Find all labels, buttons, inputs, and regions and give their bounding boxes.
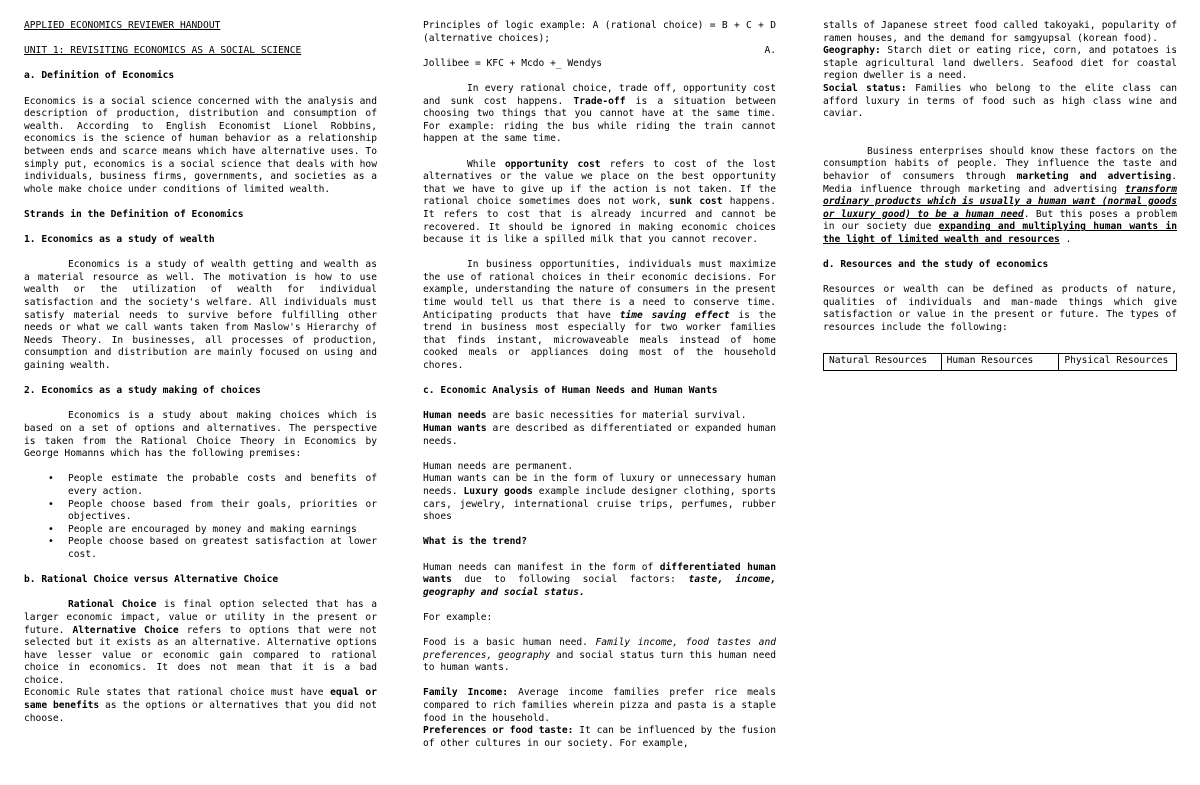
- unit-title: UNIT 1: REVISITING ECONOMICS AS A SOCIAL SCIENCE: [24, 45, 302, 57]
- business-enterprise-paragraph: [823, 146, 1177, 247]
- text-run: . Media influence through marketing and advertising: [823, 170, 1177, 195]
- rational-choice-term: Rational Choice: [68, 599, 157, 611]
- manifest-paragraph: [423, 562, 776, 600]
- text-run: .: [1059, 233, 1072, 245]
- time-saving-term: time saving effect: [619, 309, 730, 321]
- text-run: Business enterprises should know these factors on the consumption habits of people. They influence the taste and behavior of consumers through: [823, 145, 1177, 182]
- text-run: is a situation between choosing two things that you cannot have at the same time. For example: riding the bus while riding the train cannot happen at the same time.: [423, 95, 776, 145]
- transform-highlight: transform ordinary products which is usually a human want (normal goods or luxury good) to be a human need: [823, 183, 1177, 220]
- text-run: Food is a basic human need.: [423, 637, 596, 649]
- luxury-paragraph: [423, 473, 776, 523]
- logic-example-line: Principles of logic example: A (rational choice) = B + C + D (alternative choices);: [423, 20, 776, 44]
- social-status-paragraph: [823, 83, 1177, 121]
- table-row: [824, 354, 1177, 371]
- text-run: Families who belong to the elite class can afford luxury in terms of food such as high class wine and caviar.: [823, 82, 1177, 120]
- text-run: Average income families prefer rice meals compared to rich families wherein pizza and pasta is a staple food in the household.: [423, 687, 776, 724]
- text-run: Human needs can manifest in the form of: [423, 561, 660, 573]
- section-b-heading: b. Rational Choice versus Alternative Choice: [24, 574, 279, 586]
- economic-rule-paragraph: [24, 687, 377, 725]
- text-run: is the trend in business most especially for two worker families that finds instant, microwaveable meals instead of home cooked meals or appliances doing most of the household chores.: [423, 309, 776, 372]
- text-run: due to following social factors:: [451, 574, 689, 586]
- text-run: is final option selected that has a larger economic impact, value or utility in the present or future.: [24, 599, 378, 636]
- family-income-term: Family Income:: [423, 687, 509, 699]
- table-cell: Human Resources: [941, 354, 1059, 371]
- equal-benefits-term: equal or same benefits: [24, 687, 377, 712]
- text-run: happens. It refers to cost that is already incurred and cannot be recovered. It should be ignored in making economic choices because it is like a spilled milk that you cannot recover.: [423, 196, 776, 246]
- table-cell: Natural Resources: [824, 354, 942, 371]
- text-run: It can be influenced by the fusion of other cultures in our society. For example,: [423, 725, 776, 749]
- social-factors-list: taste, income, geography and social status.: [423, 574, 776, 598]
- text-run: refers to cost of the lost alternatives or the value we place on the best opportunity that we have to give up if the action is not taken. If the rational choice sometimes does not work,: [423, 158, 777, 208]
- text-run: example include designer clothing, sports cars, jewelry, international cruise trips, perfumes, rubber shoes: [423, 485, 776, 523]
- column-3: [823, 20, 1177, 371]
- section-a-heading: a. Definition of Economics: [24, 70, 175, 82]
- strand-1-paragraph: Economics is a study of wealth getting and wealth as a material resource as well. The motivation is how to use wealth or the utilization of wealth for individual satisfaction and the society's welfare. All individuals must satisfy material needs to survive before fulfilling other needs or what we call wants taken from Maslow's Hierarchy of Needs Theory. In businesses, all processes of production, consumption and distribution are mainly focused on using and gaining wealth.: [24, 259, 377, 372]
- needs-permanent-line: Human needs are permanent.: [423, 460, 574, 472]
- section-c-heading: c. Economic Analysis of Human Needs and Human Wants: [423, 385, 718, 397]
- family-income-paragraph: [423, 687, 776, 725]
- strand-1-heading: 1. Economics as a study of wealth: [24, 234, 215, 246]
- preferences-paragraph: [423, 725, 776, 750]
- text-run: and social status turn this human need to human wants.: [423, 649, 776, 674]
- resources-paragraph: Resources or wealth can be defined as products of nature, qualities of individuals and man-made things which give satisfaction or value in the present or future. The types of resources include the following:: [823, 284, 1177, 334]
- business-paragraph: [423, 259, 776, 372]
- luxury-goods-term: Luxury goods: [463, 485, 533, 497]
- geography-term: Geography:: [823, 45, 881, 57]
- section-d-heading: d. Resources and the study of economics: [823, 259, 1049, 271]
- strand-2-paragraph: Economics is a study about making choices which is based on a set of options and alternatives. The perspective is taken from the Rational Choice Theory in Economics by George Homanns which has the following premises:: [24, 410, 377, 460]
- trade-off-paragraph: [423, 83, 776, 146]
- logic-example-a: A.: [764, 45, 776, 57]
- for-example-line: For example:: [423, 611, 493, 623]
- rational-choice-paragraph: [24, 599, 377, 687]
- text-run: Starch diet or eating rice, corn, and potatoes is staple agricultural land dwellers. Seafood diet for coastal region dweller is a need.: [823, 45, 1177, 82]
- text-run: are basic necessities for material survival.: [486, 410, 747, 422]
- food-factors-italic: Family income, food tastes and preferences, geography: [423, 637, 777, 661]
- text-run: as the options or alternatives that you did not choose.: [24, 700, 377, 724]
- strand-2-heading: 2. Economics as a study making of choices: [24, 385, 261, 397]
- sunk-cost-term: sunk cost: [668, 196, 723, 208]
- marketing-term: marketing and advertising: [1016, 170, 1172, 182]
- text-run: While: [467, 158, 505, 170]
- trend-heading: What is the trend?: [423, 536, 527, 548]
- human-wants-term: Human wants: [423, 423, 487, 434]
- text-run: refers to options that were not selected but it exists as an alternative. Alternative options have lesser value or economic gain compared to rational choice in economics. It does not mean that it is a bad choice.: [24, 624, 377, 686]
- text-run: Economic Rule states that rational choice must have: [24, 687, 331, 699]
- opportunity-cost-term: opportunity cost: [504, 158, 601, 170]
- preferences-continued: stalls of Japanese street food called takoyaki, popularity of ramen houses, and the demand for samgyupsal (korean food).: [823, 20, 1177, 44]
- column-1: [24, 20, 377, 725]
- strands-heading: Strands in the Definition of Economics: [24, 208, 244, 220]
- opportunity-cost-paragraph: [423, 159, 776, 247]
- trade-off-term: Trade-off: [573, 95, 626, 107]
- list-item: • People estimate the probable costs and benefits of every action.: [68, 473, 377, 498]
- logic-example-jollibee: Jollibee = KFC + Mcdo +_ Wendys: [423, 57, 603, 69]
- list-item: • People choose based on greatest satisfaction at lower cost.: [68, 536, 377, 561]
- text-run: are described as differentiated or expanded human needs.: [423, 423, 776, 447]
- text-run: In business opportunities, individuals must maximize the use of rational choices in their economic decisions. For example, understanding the nature of consumers in the present time would tell us that there is a need to conserve time. Anticipating products that have: [423, 259, 776, 321]
- human-needs-line: [423, 410, 776, 423]
- expanding-wants-highlight: expanding and multiplying human wants in the light of limited wealth and resources: [823, 221, 1177, 245]
- social-status-term: Social status:: [823, 82, 907, 94]
- table-cell: Physical Resources: [1059, 354, 1177, 371]
- food-paragraph: [423, 637, 776, 675]
- list-item: • People are encouraged by money and making earnings: [68, 524, 377, 537]
- geography-paragraph: [823, 45, 1177, 83]
- text-run: . But this poses a problem in our society due: [823, 208, 1177, 233]
- differentiated-wants-term: differentiated human wants: [423, 561, 776, 586]
- list-item: • People choose based from their goals, priorities or objectives.: [68, 499, 377, 524]
- human-wants-line: [423, 423, 776, 448]
- alternative-choice-term: Alternative Choice: [72, 624, 179, 636]
- human-needs-term: Human needs: [423, 410, 487, 422]
- definition-paragraph: Economics is a social science concerned with the analysis and description of production, distribution and consumption of wealth. According to English Economist Lionel Robbins, economics is the science of human behavior as a relationship between ends and scarce means which have alternative uses. To simply put, economics is a social science that deals with how individuals, business firms, governments, and societies as a whole make choice under conditions of limited wealth.: [24, 95, 377, 195]
- document-title: APPLIED ECONOMICS REVIEWER HANDOUT: [24, 20, 221, 31]
- column-2: [423, 20, 776, 750]
- premises-list: [24, 473, 377, 561]
- resources-table: [823, 353, 1177, 371]
- text-run: In every rational choice, trade off, opportunity cost and sunk cost happens.: [423, 82, 776, 107]
- preferences-term: Preferences or food taste:: [423, 725, 574, 737]
- text-run: Human wants can be in the form of luxury or unnecessary human needs.: [423, 473, 776, 497]
